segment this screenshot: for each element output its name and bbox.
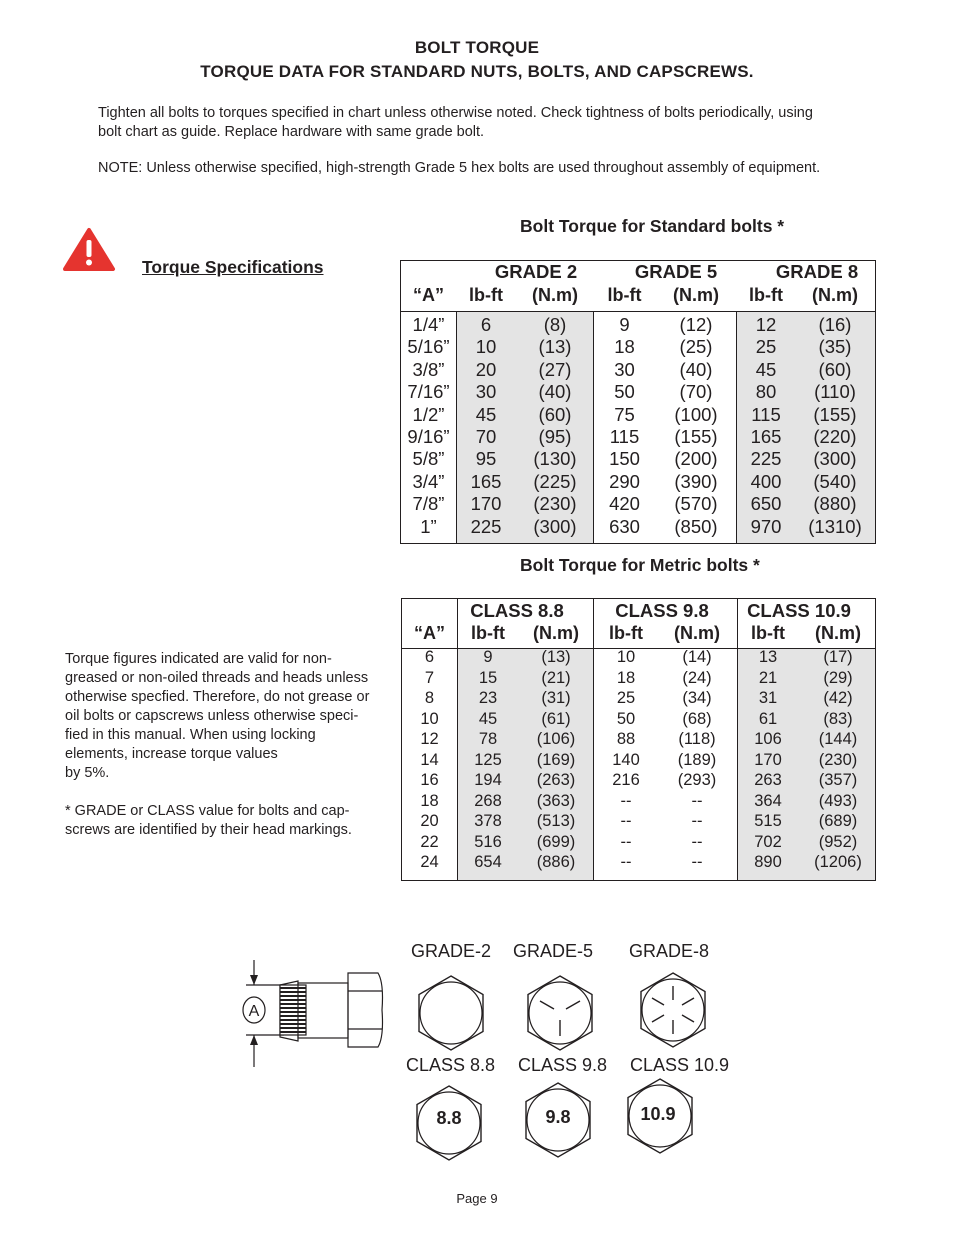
torque-value-cell: 125 xyxy=(474,750,502,769)
class-9-8-head-icon xyxy=(518,1080,598,1160)
torque-value-cell: 970 xyxy=(750,515,782,537)
bolt-side-view-diagram xyxy=(236,955,386,1070)
torque-value-cell: 165 xyxy=(470,470,502,492)
torque-value-cell: (21) xyxy=(541,668,571,687)
grade-note-line: screws are identified by their head markings. xyxy=(65,822,352,838)
torque-value-cell: 45 xyxy=(478,709,498,728)
torque-value-cell: (61) xyxy=(541,709,571,728)
nm-header: (N.m) xyxy=(533,623,579,643)
torque-note-line: otherwise specfied. Therefore, do not grease or xyxy=(65,689,370,705)
torque-value-cell: (31) xyxy=(541,689,571,707)
torque-value-cell: (29) xyxy=(823,668,853,687)
torque-value-cell: (42) xyxy=(823,689,853,707)
torque-value-cell: 61 xyxy=(758,709,778,728)
bolt-size-cell: 7/16” xyxy=(407,381,450,403)
torque-value-cell: 420 xyxy=(609,493,640,515)
bolt-size-cell: 22 xyxy=(420,832,439,851)
torque-value-cell: (363) xyxy=(536,791,576,810)
page-title: BOLT TORQUE xyxy=(414,38,540,57)
torque-value-cell: (34) xyxy=(682,689,712,707)
dimension-a-label: A xyxy=(248,1003,260,1020)
nm-header: (N.m) xyxy=(532,285,578,305)
torque-value-cell: -- xyxy=(620,791,632,810)
class-8-8-head-icon xyxy=(409,1083,489,1163)
torque-value-cell: (60) xyxy=(538,403,572,425)
torque-value-cell: 115 xyxy=(609,426,640,447)
lbft-header: lb-ft xyxy=(607,285,642,305)
torque-value-cell: (300) xyxy=(533,515,577,537)
torque-value-cell: 165 xyxy=(750,426,782,447)
torque-value-cell: 9 xyxy=(619,314,630,335)
torque-value-cell: 75 xyxy=(614,403,635,425)
torque-value-cell: (60) xyxy=(818,358,852,380)
torque-value-cell: 21 xyxy=(758,668,778,687)
torque-value-cell: 150 xyxy=(609,448,640,470)
torque-value-cell: 88 xyxy=(616,730,636,748)
class-10-9-label: CLASS 10.9 xyxy=(630,1055,730,1075)
bolt-size-cell: 8 xyxy=(424,689,435,707)
grade-8-label: GRADE-8 xyxy=(629,941,710,961)
bolt-size-cell: 9/16” xyxy=(407,426,450,447)
lbft-header: lb-ft xyxy=(469,285,503,305)
bolt-size-cell: 16 xyxy=(420,771,439,789)
torque-value-cell: 18 xyxy=(616,668,636,687)
torque-value-cell: (14) xyxy=(682,648,712,666)
torque-value-cell: (25) xyxy=(679,336,713,358)
bolt-size-cell: 1/4” xyxy=(412,314,445,335)
torque-value-cell: (8) xyxy=(543,314,567,335)
torque-value-cell: 31 xyxy=(758,689,778,707)
torque-value-cell: (699) xyxy=(536,832,576,851)
torque-value-cell: 106 xyxy=(754,730,782,748)
torque-value-cell: (513) xyxy=(536,812,576,830)
class-9-8-marking: 9.8 xyxy=(545,1107,571,1127)
torque-value-cell: 194 xyxy=(474,771,502,789)
torque-value-cell: (110) xyxy=(814,381,856,403)
torque-value-cell: (169) xyxy=(536,750,576,769)
torque-value-cell: (100) xyxy=(674,403,718,425)
torque-value-cell: 50 xyxy=(614,381,635,403)
torque-value-cell: (40) xyxy=(679,358,713,380)
torque-value-cell: 378 xyxy=(474,812,502,830)
metric-table-title: Bolt Torque for Metric bolts * xyxy=(520,555,760,575)
torque-value-cell: (83) xyxy=(823,709,853,728)
torque-value-cell: 80 xyxy=(755,381,777,403)
nm-header: (N.m) xyxy=(815,623,861,643)
torque-value-cell: (12) xyxy=(679,314,713,335)
page-number: Page 9 xyxy=(456,1191,498,1206)
torque-value-cell: -- xyxy=(691,812,703,830)
bolt-size-cell: 18 xyxy=(420,791,439,810)
torque-value-cell: 9 xyxy=(483,648,493,666)
grade-note-line: * GRADE or CLASS value for bolts and cap- xyxy=(65,803,350,819)
torque-value-cell: 268 xyxy=(474,791,502,810)
torque-value-cell: (357) xyxy=(818,771,858,789)
torque-value-cell: 650 xyxy=(750,493,782,515)
torque-value-cell: 18 xyxy=(614,336,635,358)
nm-header: (N.m) xyxy=(812,285,858,305)
torque-value-cell: 23 xyxy=(478,689,498,707)
bolt-size-cell: 10 xyxy=(420,709,439,728)
nm-header: (N.m) xyxy=(674,623,720,643)
torque-value-cell: 45 xyxy=(475,403,497,425)
torque-value-cell: (95) xyxy=(538,426,572,447)
intro-paragraph xyxy=(98,104,888,142)
group-header: GRADE 5 xyxy=(634,261,718,282)
bolt-size-cell: 5/8” xyxy=(412,448,445,470)
bolt-size-cell: 1” xyxy=(420,515,437,537)
torque-value-cell: (493) xyxy=(818,791,858,810)
torque-value-cell: 13 xyxy=(758,648,778,666)
torque-value-cell: 630 xyxy=(609,515,640,537)
torque-value-cell: 225 xyxy=(470,515,502,537)
torque-value-cell: (293) xyxy=(677,771,717,789)
torque-value-cell: (13) xyxy=(538,336,572,358)
bolt-size-cell: 14 xyxy=(420,750,439,769)
torque-value-cell: (220) xyxy=(813,426,857,447)
torque-value-cell: 216 xyxy=(612,771,640,789)
standard-bolt-torque-table xyxy=(400,260,876,544)
torque-value-cell: 6 xyxy=(480,314,492,335)
torque-value-cell: (300) xyxy=(813,448,857,470)
torque-value-cell: 30 xyxy=(475,381,497,403)
torque-value-cell: (27) xyxy=(538,358,572,380)
torque-value-cell: (155) xyxy=(674,426,718,447)
torque-value-cell: (1310) xyxy=(808,515,862,537)
torque-note-line: by 5%. xyxy=(65,765,110,781)
page-subtitle: TORQUE DATA FOR STANDARD NUTS, BOLTS, AND CAPSCREWS. xyxy=(200,62,754,81)
torque-value-cell: (35) xyxy=(818,336,852,358)
torque-value-cell: (155) xyxy=(813,403,857,425)
bolt-size-cell: 1/2” xyxy=(412,403,445,425)
torque-value-cell: (106) xyxy=(536,730,576,748)
torque-value-cell: 890 xyxy=(754,853,782,871)
torque-value-cell: 10 xyxy=(475,336,497,358)
torque-value-cell: (230) xyxy=(818,750,858,769)
bolt-size-cell: 6 xyxy=(424,648,435,666)
torque-value-cell: 25 xyxy=(755,336,777,358)
class-8-8-marking: 8.8 xyxy=(436,1108,462,1128)
torque-value-cell: (24) xyxy=(682,668,712,687)
class-10-9-head-icon xyxy=(620,1076,700,1156)
torque-note-line: Torque figures indicated are valid for non- xyxy=(65,651,332,667)
torque-value-cell: (40) xyxy=(538,381,572,403)
lbft-header: lb-ft xyxy=(609,623,643,643)
bolt-size-cell: 3/8” xyxy=(412,358,445,380)
torque-value-cell: 12 xyxy=(755,314,777,335)
grade-2-head-icon xyxy=(411,973,491,1053)
intro-line: Tighten all bolts to torques specified in chart unless otherwise noted. Check tightness of bolts periodically, using xyxy=(98,105,813,121)
torque-value-cell: (200) xyxy=(674,448,718,470)
torque-note xyxy=(65,650,383,840)
torque-value-cell: (880) xyxy=(813,493,857,515)
torque-value-cell: 45 xyxy=(755,358,777,380)
torque-value-cell: 170 xyxy=(754,750,782,769)
torque-value-cell: (230) xyxy=(533,493,577,515)
bolt-size-cell: 7 xyxy=(424,668,435,687)
torque-value-cell: 95 xyxy=(475,448,497,470)
nm-header: (N.m) xyxy=(673,285,719,305)
torque-value-cell: (70) xyxy=(679,381,713,403)
bolt-size-cell: 24 xyxy=(420,853,439,871)
torque-value-cell: 364 xyxy=(754,791,782,810)
torque-value-cell: -- xyxy=(620,853,632,871)
torque-value-cell: 15 xyxy=(478,668,498,687)
torque-value-cell: 10 xyxy=(616,648,636,666)
torque-value-cell: 400 xyxy=(750,470,782,492)
torque-value-cell: (68) xyxy=(682,709,712,728)
torque-value-cell: (17) xyxy=(823,648,853,666)
bolt-size-cell: 3/4” xyxy=(412,470,445,492)
torque-value-cell: 654 xyxy=(474,853,502,871)
grade-5-label: GRADE-5 xyxy=(513,941,594,961)
torque-value-cell: 702 xyxy=(754,832,782,851)
torque-value-cell: 140 xyxy=(612,750,640,769)
torque-value-cell: 115 xyxy=(751,403,781,425)
bolt-size-cell: 5/16” xyxy=(407,336,450,358)
group-header: CLASS 10.9 xyxy=(747,600,851,621)
torque-value-cell: -- xyxy=(691,832,703,851)
torque-value-cell: (886) xyxy=(536,853,576,871)
torque-value-cell: 225 xyxy=(750,448,782,470)
size-column-header: “A” xyxy=(413,285,444,305)
torque-value-cell: -- xyxy=(691,853,703,871)
torque-value-cell: 50 xyxy=(616,709,636,728)
torque-note-line: greased or non-oiled threads and heads unless xyxy=(65,670,369,686)
torque-value-cell: (570) xyxy=(674,493,718,515)
bolt-size-cell: 20 xyxy=(420,812,439,830)
torque-value-cell: 516 xyxy=(474,832,502,851)
grade-5-head-icon xyxy=(520,973,600,1053)
torque-note-line: oil bolts or capscrews unless otherwise speci- xyxy=(65,708,359,724)
group-header: CLASS 9.8 xyxy=(615,600,709,621)
torque-value-cell: 290 xyxy=(609,470,640,492)
torque-value-cell: (390) xyxy=(674,470,718,492)
torque-value-cell: 70 xyxy=(475,426,497,447)
torque-value-cell: 78 xyxy=(478,730,498,748)
bolt-size-cell: 7/8” xyxy=(412,493,445,515)
torque-value-cell: (13) xyxy=(541,648,571,666)
torque-value-cell: (1206) xyxy=(814,853,862,871)
standard-table-title: Bolt Torque for Standard bolts * xyxy=(520,216,785,236)
torque-value-cell: (263) xyxy=(536,771,576,789)
group-header: CLASS 8.8 xyxy=(470,600,564,621)
torque-value-cell: 20 xyxy=(475,358,497,380)
class-9-8-label: CLASS 9.8 xyxy=(518,1055,608,1075)
torque-value-cell: 170 xyxy=(470,493,502,515)
torque-value-cell: (16) xyxy=(818,314,852,335)
lbft-header: lb-ft xyxy=(749,285,783,305)
torque-value-cell: (689) xyxy=(818,812,858,830)
class-8-8-label: CLASS 8.8 xyxy=(406,1055,496,1075)
size-column-header: “A” xyxy=(414,623,445,643)
torque-note-line: fied in this manual. When using locking xyxy=(65,727,316,743)
grade-2-label: GRADE-2 xyxy=(411,941,492,961)
torque-value-cell: 263 xyxy=(754,771,782,789)
warning-triangle-icon xyxy=(62,227,116,272)
lbft-header: lb-ft xyxy=(471,623,505,643)
torque-value-cell: (850) xyxy=(674,515,718,537)
torque-value-cell: (952) xyxy=(818,832,858,851)
group-header: GRADE 8 xyxy=(775,261,859,282)
torque-value-cell: (130) xyxy=(533,448,577,470)
torque-value-cell: (118) xyxy=(678,730,716,748)
group-header: GRADE 2 xyxy=(494,261,578,282)
torque-value-cell: (144) xyxy=(818,730,858,748)
torque-note-line: elements, increase torque values xyxy=(65,746,278,762)
torque-value-cell: -- xyxy=(620,812,632,830)
lbft-header: lb-ft xyxy=(751,623,785,643)
grade-8-head-icon xyxy=(633,970,713,1050)
intro-note: NOTE: Unless otherwise specified, high-strength Grade 5 hex bolts are used throughout assembly of equipment. xyxy=(98,160,821,176)
torque-value-cell: (189) xyxy=(677,750,717,769)
torque-spec-heading: Torque Specifications xyxy=(142,257,324,277)
torque-value-cell: 30 xyxy=(614,358,635,380)
torque-value-cell: -- xyxy=(691,791,703,810)
torque-value-cell: (540) xyxy=(813,470,857,492)
bolt-size-cell: 12 xyxy=(420,730,439,748)
torque-value-cell: 515 xyxy=(754,812,782,830)
torque-value-cell: -- xyxy=(620,832,632,851)
torque-value-cell: (225) xyxy=(533,470,577,492)
metric-bolt-torque-table xyxy=(401,598,876,881)
torque-value-cell: 25 xyxy=(616,689,636,707)
intro-line: bolt chart as guide. Replace hardware with same grade bolt. xyxy=(98,124,485,140)
class-10-9-marking: 10.9 xyxy=(640,1104,676,1124)
